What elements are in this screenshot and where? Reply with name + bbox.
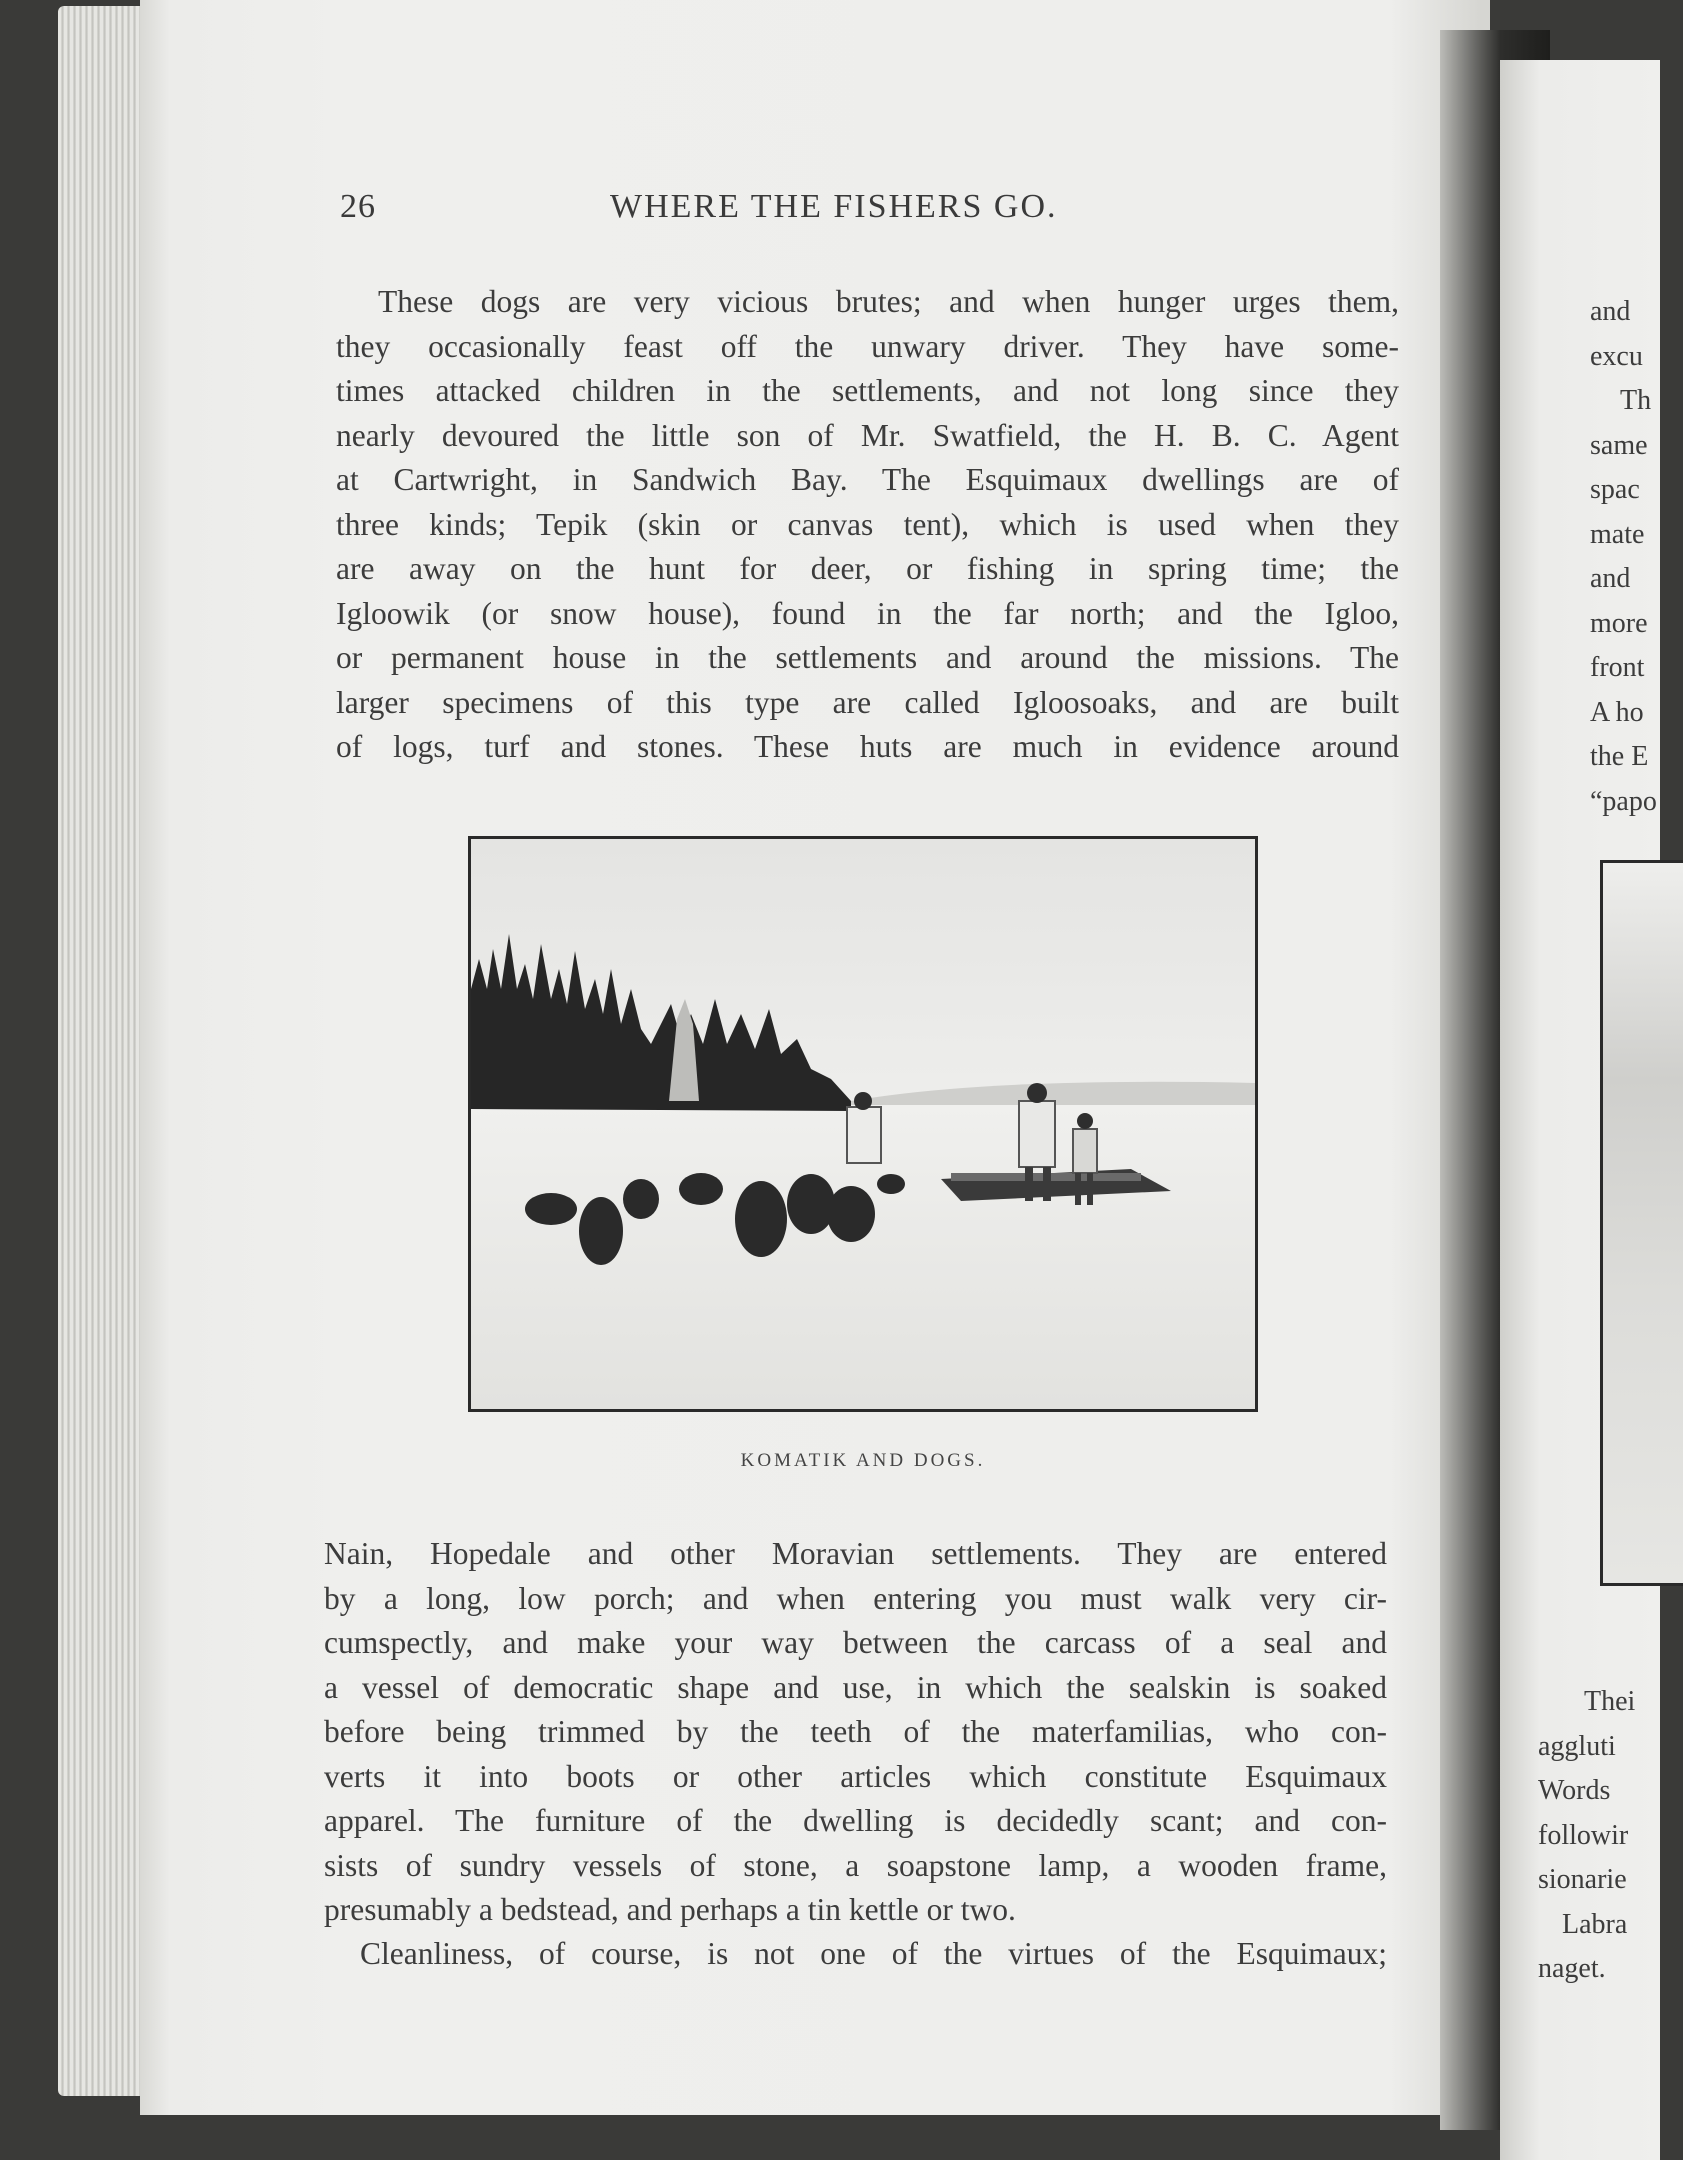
paragraph-igloo-interior — [324, 1532, 1387, 1933]
facing-fragment: Th — [1620, 385, 1652, 416]
facing-fragment: the E — [1590, 741, 1649, 772]
text-line: three kinds; Tepik (skin or canvas tent), which is used when they — [336, 506, 1399, 542]
text-line: larger specimens of this type are called Igloosoaks, and are built — [336, 684, 1399, 720]
facing-fragment: and — [1590, 296, 1631, 327]
facing-page-photo — [1600, 860, 1683, 1586]
text-line: by a long, low porch; and when entering you must walk very cir- — [324, 1580, 1387, 1616]
facing-fragment: front — [1590, 652, 1645, 683]
text-line: sists of sundry vessels of stone, a soapstone lamp, a wooden frame, — [324, 1847, 1387, 1883]
facing-fragment: same — [1590, 429, 1648, 461]
facing-fragment: Labra — [1562, 1908, 1628, 1940]
facing-fragment: A ho — [1590, 696, 1644, 728]
text-line: apparel. The furniture of the dwelling is decidedly scant; and con- — [324, 1803, 1387, 1838]
facing-fragment: and — [1590, 563, 1631, 594]
facing-fragment: Words — [1538, 1775, 1611, 1806]
facing-fragment: mate — [1590, 518, 1645, 550]
page-number: 26 — [340, 188, 376, 225]
text-line: These dogs are very vicious brutes; and when hunger urges them, — [378, 284, 1399, 319]
facing-fragment: “papo — [1590, 785, 1657, 817]
text-line: Igloowik (or snow house), found in the far north; and the Igloo, — [336, 595, 1399, 631]
text-line: at Cartwright, in Sandwich Bay. The Esquimaux dwellings are of — [336, 462, 1399, 497]
text-line: or permanent house in the settlements and around the missions. The — [336, 640, 1399, 675]
facing-fragment: spac — [1590, 474, 1640, 505]
figure-caption: KOMATIK AND DOGS. — [740, 1450, 986, 1471]
text-line: of logs, turf and stones. These huts are much in evidence around — [336, 729, 1399, 764]
page-header — [340, 188, 1400, 238]
facing-page-text-top — [1590, 290, 1657, 824]
facing-fragment: excu — [1590, 340, 1643, 372]
paragraph-dogs-and-dwellings — [336, 280, 1399, 770]
facing-fragment: naget. — [1538, 1953, 1606, 1984]
facing-page — [1500, 60, 1660, 2160]
text-line: are away on the hunt for deer, or fishing in spring time; the — [336, 551, 1399, 586]
text-line: Cleanliness, of course, is not one of the virtues of the Esquimaux; — [360, 1936, 1387, 1971]
running-title: WHERE THE FISHERS GO. — [610, 188, 1058, 225]
paragraph-cleanliness — [324, 1932, 1387, 1977]
text-line: times attacked children in the settlements, and not long since they — [336, 373, 1399, 408]
text-line: a vessel of democratic shape and use, in which the sealskin is soaked — [324, 1669, 1387, 1705]
text-line: before being trimmed by the teeth of the materfamilias, who con- — [324, 1714, 1387, 1749]
facing-fragment: followir — [1538, 1819, 1629, 1851]
facing-fragment: more — [1590, 607, 1648, 639]
photo-illustration — [471, 839, 1255, 1409]
komatik-photo — [468, 836, 1258, 1412]
text-line: presumably a bedstead, and perhaps a tin kettle or two. — [324, 1892, 1016, 1927]
text-line: cumspectly, and make your way between the carcass of a seal and — [324, 1625, 1387, 1660]
text-line: they occasionally feast off the unwary driver. They have some- — [336, 328, 1399, 364]
text-line: verts it into boots or other articles which constitute Esquimaux — [324, 1758, 1387, 1794]
facing-fragment: aggluti — [1538, 1730, 1616, 1762]
text-line: Nain, Hopedale and other Moravian settlements. They are entered — [324, 1536, 1387, 1571]
text-line: nearly devoured the little son of Mr. Swatfield, the H. B. C. Agent — [336, 417, 1399, 453]
facing-fragment: Thei — [1584, 1686, 1636, 1717]
facing-fragment: sionarie — [1538, 1864, 1627, 1895]
facing-page-text-bottom — [1538, 1680, 1635, 1992]
page-edges — [58, 6, 146, 2096]
